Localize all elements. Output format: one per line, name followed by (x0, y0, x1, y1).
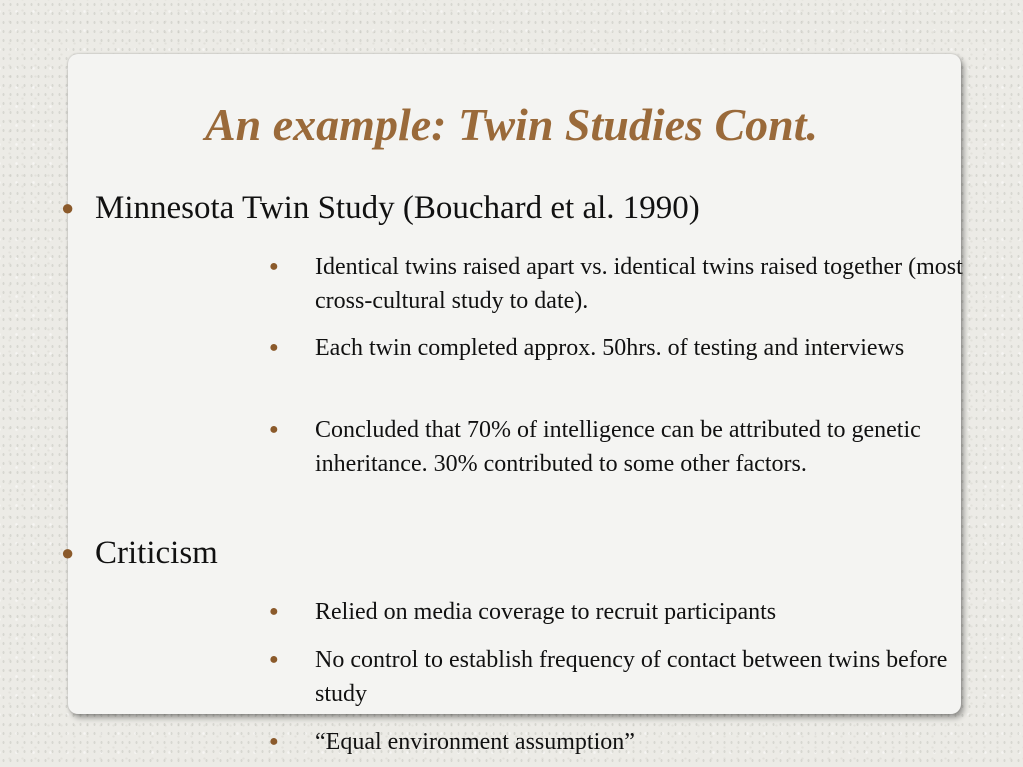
bullet-icon: ● (269, 258, 279, 275)
sub-bullet-item (269, 331, 975, 365)
sub-bullet-text: Each twin completed approx. 50hrs. of testing and interviews (315, 335, 905, 361)
bullet-text: Criticism (95, 535, 218, 571)
sub-bullet-item (269, 725, 975, 759)
bullet-icon: ● (269, 421, 279, 438)
bullet-item-minnesota-study (61, 188, 700, 228)
bullet-icon: ● (269, 733, 279, 750)
sub-bullet-item (269, 413, 975, 481)
sub-bullet-item (269, 595, 975, 629)
bullet-icon: ● (61, 195, 75, 220)
sub-bullet-text: Relied on media coverage to recruit participants (315, 599, 777, 625)
sub-bullet-text: Concluded that 70% of intelligence can be attributed to genetic inheritance. 30% contributed to some other factors. (315, 417, 921, 477)
slide-title: An example: Twin Studies Cont. (204, 99, 818, 150)
bullet-icon: ● (269, 603, 279, 620)
sub-bullet-item (269, 643, 975, 711)
bullet-text: Minnesota Twin Study (Bouchard et al. 1990) (95, 190, 700, 226)
sub-bullet-text: Identical twins raised apart vs. identical twins raised together (most cross-cultural study to date). (315, 254, 963, 314)
bullet-icon: ● (269, 651, 279, 668)
sub-bullet-item (269, 250, 975, 318)
sub-bullet-text: “Equal environment assumption” (315, 729, 635, 755)
bullet-item-criticism (61, 533, 218, 573)
bullet-icon: ● (269, 339, 279, 356)
bullet-icon: ● (61, 540, 75, 565)
sub-bullet-text: No control to establish frequency of contact between twins before study (315, 647, 948, 707)
